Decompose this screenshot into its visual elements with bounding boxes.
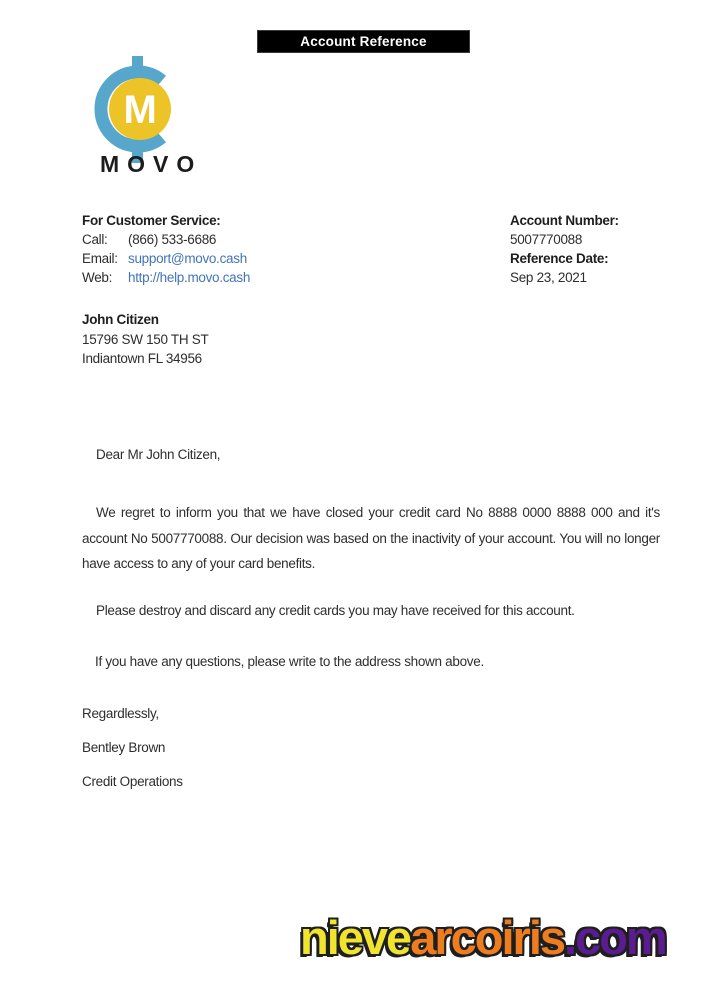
account-number-label: Account Number: [510,213,619,228]
phone-number: (866) 533-6686 [128,232,217,247]
customer-service-block [82,211,250,287]
email-link[interactable]: support@movo.cash [128,251,247,266]
watermark-part-2: arcoiris [410,911,565,964]
contact-row-email [82,249,250,268]
recipient-street: 15796 SW 150 TH ST [82,331,209,347]
watermark-part-1: nieve [300,911,411,964]
contact-row-call [82,230,250,249]
contact-row-web [82,268,250,287]
signer-title: Credit Operations [82,774,183,789]
logo-wordmark: MOVO [100,151,203,177]
closing-line: Regardlessly, [82,706,159,721]
logo-monogram-letter: M [123,88,157,132]
site-watermark [300,910,666,965]
account-info-block [510,211,619,287]
web-link[interactable]: http://help.movo.cash [128,270,251,285]
email-label: Email: [82,251,118,266]
web-label: Web: [82,270,113,285]
reference-date-value: Sep 23, 2021 [510,270,587,285]
recipient-address-block [82,310,208,369]
account-number-value: 5007770088 [510,232,583,247]
call-label: Call: [82,232,108,247]
body-paragraph-2: Please destroy and discard any credit cards you may have received for this account. [96,603,575,618]
header-title: Account Reference [300,34,427,49]
signer-name: Bentley Brown [82,740,166,755]
customer-service-heading: For Customer Service: [82,213,221,228]
recipient-name: John Citizen [82,312,159,327]
reference-date-label: Reference Date: [510,251,609,266]
watermark-part-3: .com [564,911,666,964]
body-paragraph-3: If you have any questions, please write to the address shown above. [95,654,484,669]
account-reference-header [257,30,470,53]
body-paragraph-1: We regret to inform you that we have closed your credit card No 8888 0000 8888 000 and it's account No 5007770088. Our decision was based on the inactivity of your account. You will no longer have access to any of your card benefits. [82,505,660,571]
recipient-city-state-zip: Indiantown FL 34956 [82,351,202,366]
movo-logo-svg [86,55,192,165]
salutation: Dear Mr John Citizen, [96,447,221,462]
